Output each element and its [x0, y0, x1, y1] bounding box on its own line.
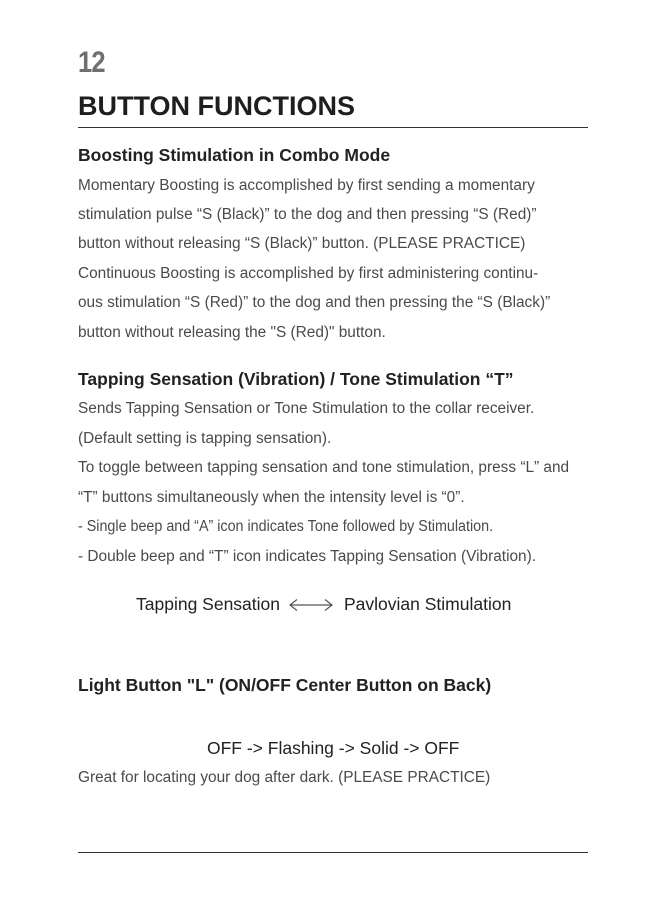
- tapping-line: - Single beep and “A” icon indicates Tone followed by Stimulation.: [78, 518, 494, 535]
- boosting-line: stimulation pulse “S (Black)” to the dog and then pressing “S (Red)”: [78, 206, 537, 223]
- page-title: BUTTON FUNCTIONS: [78, 91, 355, 121]
- boosting-line: button without releasing “S (Black)” button. (PLEASE PRACTICE): [78, 235, 526, 252]
- boosting-heading: Boosting Stimulation in Combo Mode: [78, 145, 391, 165]
- light-note: Great for locating your dog after dark. (PLEASE PRACTICE): [78, 769, 491, 786]
- toggle-right-label: Pavlovian Stimulation: [344, 594, 512, 614]
- tapping-line: Sends Tapping Sensation or Tone Stimulation to the collar receiver.: [78, 400, 535, 417]
- boosting-line: Momentary Boosting is accomplished by first sending a momentary: [78, 177, 535, 194]
- light-heading: Light Button "L" (ON/OFF Center Button on Back): [78, 675, 492, 695]
- toggle-diagram: [136, 594, 511, 615]
- tapping-line: “T” buttons simultaneously when the intensity level is “0”.: [78, 489, 465, 506]
- toggle-left-label: Tapping Sensation: [136, 594, 280, 614]
- tapping-line: - Double beep and “T” icon indicates Tapping Sensation (Vibration).: [78, 548, 537, 565]
- tapping-line: To toggle between tapping sensation and tone stimulation, press “L” and: [78, 459, 570, 476]
- tapping-line: (Default setting is tapping sensation).: [78, 430, 332, 447]
- footer-divider: [78, 852, 588, 853]
- boosting-line: ous stimulation “S (Red)” to the dog and then pressing the “S (Black)”: [78, 294, 551, 311]
- light-sequence: OFF -> Flashing -> Solid -> OFF: [207, 738, 460, 758]
- boosting-line: button without releasing the "S (Red)" button.: [78, 324, 386, 341]
- double-arrow-icon: [288, 598, 334, 612]
- tapping-heading: Tapping Sensation (Vibration) / Tone Stimulation “T”: [78, 369, 514, 389]
- header-divider: [78, 127, 588, 128]
- page-number: 12: [78, 46, 105, 79]
- boosting-line: Continuous Boosting is accomplished by first administering continu-: [78, 265, 539, 282]
